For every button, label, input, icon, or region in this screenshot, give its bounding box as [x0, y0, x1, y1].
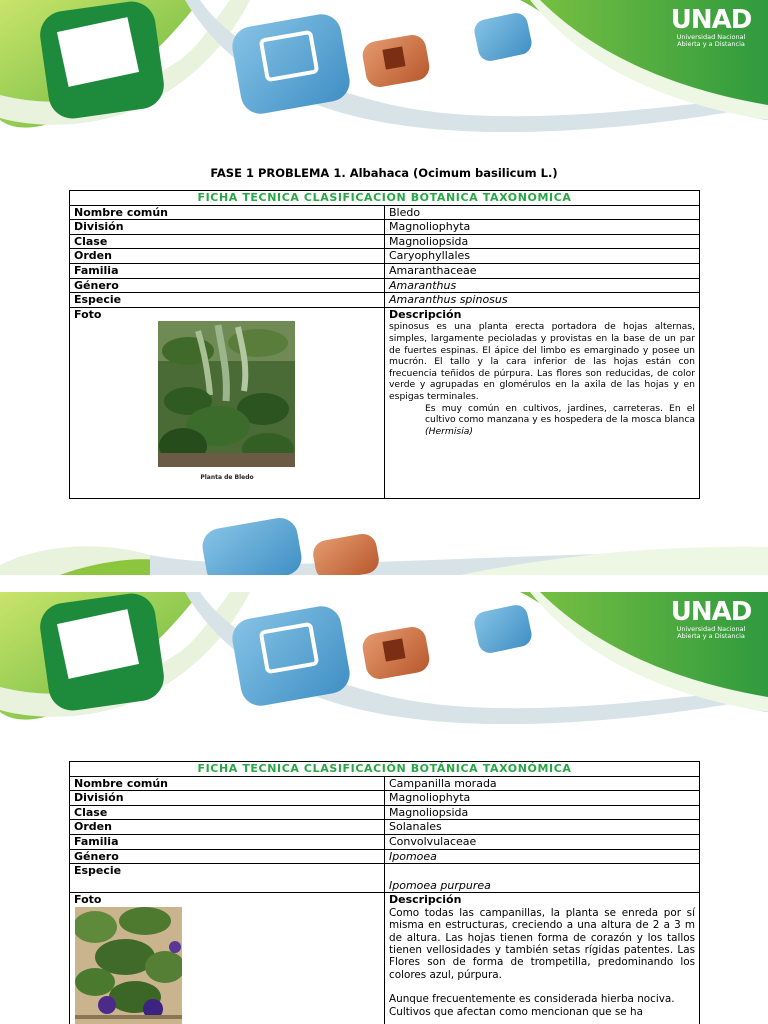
- descripcion-paragraph-1: Como todas las campanillas, la planta se enreda por sí misma en estructuras, creciendo a una altura de 2 a 3 m de altura. Las hojas tienen forma de corazón y los tallos tienen vellosidades y también setas rígidas patentes. Las Flores son de forma de trompetilla, predominando los colores azul, púrpura.: [389, 906, 695, 981]
- descripcion-paragraph-1: spinosus es una planta erecta portadora de hojas alternas, simples, largamente pecioladas y provistas en la base de un par de fuertes espinas. El ápice del limbo es emarginado y posee un mucrón. El tallo y la cara inferior de las hojas están con frecuencia teñidos de púrpura. Las flores son reducidas, de color verde y agrupadas en glomérulos en la axila de las hojas y en espigas terminales.: [389, 321, 695, 402]
- row-key: Familia: [70, 834, 385, 849]
- descripcion-italic-term: (Hermisia): [425, 425, 473, 437]
- taxonomy-table-1: [69, 190, 700, 499]
- table-row: [70, 249, 700, 264]
- taxonomy-table-2: [69, 761, 700, 1024]
- unad-logo-mark-2: UNAD: [670, 597, 752, 627]
- table-row: [70, 234, 700, 249]
- row-value: Convolvulaceae: [385, 834, 700, 849]
- unad-logo-2: [666, 598, 756, 640]
- row-key: Nombre común: [70, 205, 385, 220]
- row-value: Magnoliophyta: [385, 791, 700, 806]
- species-value: Ipomoea purpurea: [389, 878, 491, 892]
- genus-value: Amaranthus: [389, 278, 457, 292]
- table-row: [70, 805, 700, 820]
- row-value: Amaranthaceae: [385, 263, 700, 278]
- foto-cell: [70, 307, 385, 498]
- row-value: Bledo: [385, 205, 700, 220]
- table-row: [70, 293, 700, 308]
- descripcion-paragraph-2-text: Es muy común en cultivos, jardines, carreteras. En el cultivo como manzana y es hospedera de la mosca blanca: [425, 402, 695, 426]
- row-key: Orden: [70, 249, 385, 264]
- row-value: [385, 293, 700, 308]
- page-gap: [0, 575, 768, 592]
- unad-logo-subtitle-2: Universidad Nacional Abierta y a Distancia: [676, 625, 746, 640]
- row-value: Caryophyllales: [385, 249, 700, 264]
- document-page-2: [0, 592, 768, 1024]
- header-banner-2: [0, 592, 768, 742]
- descripcion-paragraph-3: Cultivos que afectan como mencionan que se ha: [389, 1005, 643, 1018]
- row-value: [385, 849, 700, 864]
- descripcion-cell: [385, 307, 700, 498]
- row-key: Orden: [70, 820, 385, 835]
- campanilla-plant-photo: [75, 907, 182, 1024]
- foto-label: Foto: [74, 893, 102, 907]
- photo-caption: Planta de Bledo: [200, 474, 254, 482]
- foto-cell: [70, 893, 385, 1024]
- table-row: [70, 849, 700, 864]
- foto-label: Foto: [74, 307, 102, 321]
- row-key: Género: [70, 278, 385, 293]
- header-banner: [0, 0, 768, 150]
- table-row-foto: [70, 893, 700, 1024]
- row-key: División: [70, 791, 385, 806]
- table-row: [70, 776, 700, 791]
- row-key: Género: [70, 849, 385, 864]
- row-key: División: [70, 220, 385, 235]
- row-value: Magnoliophyta: [385, 220, 700, 235]
- row-value: Magnoliopsida: [385, 805, 700, 820]
- table-row: [70, 864, 700, 893]
- table-row: [70, 263, 700, 278]
- table-header: FICHA TECNICA CLASIFICACION BOTANICA TAXONOMICA: [70, 191, 700, 206]
- descripcion-paragraph-2: [389, 403, 695, 438]
- table-row: [70, 791, 700, 806]
- unad-logo: [666, 6, 756, 48]
- row-value: [385, 864, 700, 893]
- page-1-footer-decoration: [0, 515, 768, 575]
- row-key: Clase: [70, 805, 385, 820]
- row-value: [385, 278, 700, 293]
- row-key: Especie: [70, 293, 385, 308]
- table-row: [70, 820, 700, 835]
- descripcion-label: Descripción: [389, 893, 462, 907]
- species-value: Amaranthus spinosus: [389, 293, 508, 307]
- row-key: Clase: [70, 234, 385, 249]
- table-row: [70, 220, 700, 235]
- table-header: FICHA TECNICA CLASIFICACIÓN BOTÁNICA TAXONÓMICA: [70, 762, 700, 777]
- table-row-foto: [70, 307, 700, 498]
- table-row: [70, 834, 700, 849]
- descripcion-label: Descripción: [389, 307, 462, 321]
- row-value: Solanales: [385, 820, 700, 835]
- document-title: FASE 1 PROBLEMA 1. Albahaca (Ocimum basilicum L.): [210, 166, 558, 180]
- unad-logo-mark: UNAD: [670, 5, 752, 35]
- descripcion-paragraph-2: Aunque frecuentemente es considerada hierba nociva.: [389, 993, 675, 1006]
- row-value: Campanilla morada: [385, 776, 700, 791]
- unad-logo-subtitle: Universidad Nacional Abierta y a Distancia: [676, 33, 746, 48]
- row-value: Magnoliopsida: [385, 234, 700, 249]
- genus-value: Ipomoea: [389, 849, 437, 863]
- table-row: [70, 205, 700, 220]
- descripcion-cell: [385, 893, 700, 1024]
- table-row: [70, 278, 700, 293]
- bledo-plant-photo: [158, 321, 295, 467]
- row-key: Familia: [70, 263, 385, 278]
- row-key: Especie: [70, 864, 385, 893]
- row-key: Nombre común: [70, 776, 385, 791]
